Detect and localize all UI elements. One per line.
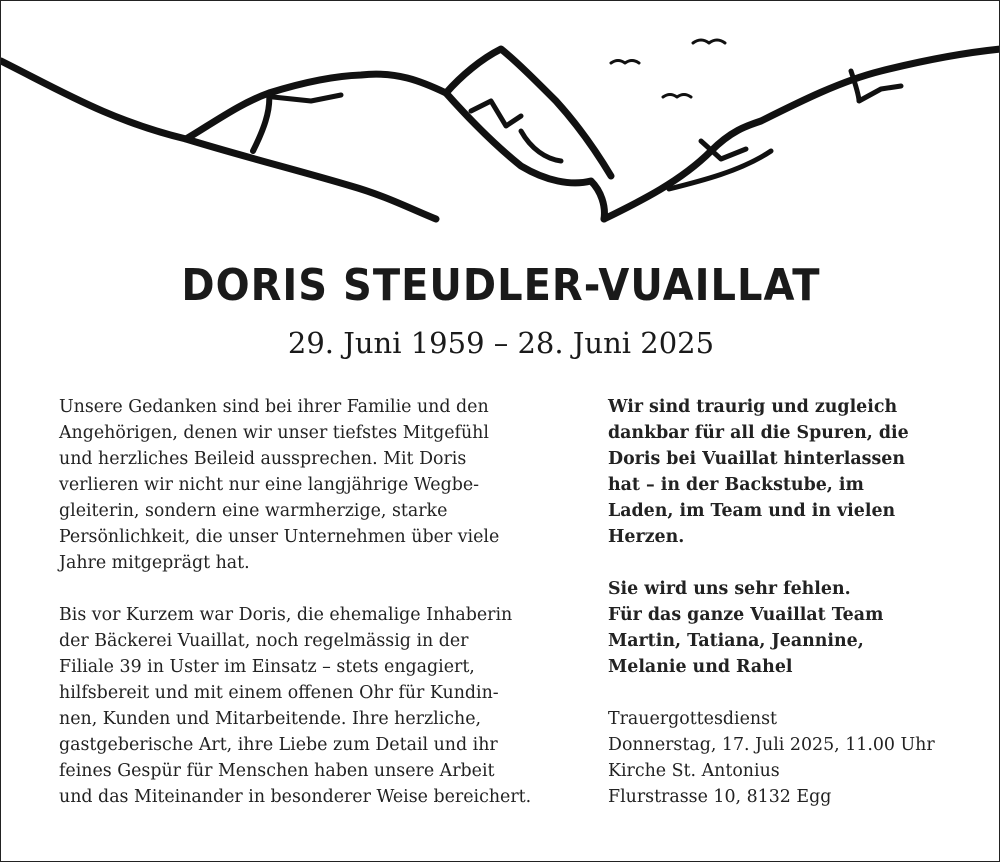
text-line: Wir sind traurig und zugleich xyxy=(608,397,898,417)
text-line: Sie wird uns sehr fehlen. xyxy=(608,579,851,599)
deceased-name: DORIS STEUDLER-VUAILLAT xyxy=(181,261,821,311)
text-line: Filiale 39 in Uster im Einsatz – stets engagiert, xyxy=(59,657,475,677)
text-line: Bis vor Kurzem war Doris, die ehemalige Inhaberin xyxy=(59,605,513,625)
paragraph xyxy=(59,602,579,810)
signature-block xyxy=(608,576,968,680)
text-line: gastgeberische Art, ihre Liebe zum Detail und ihr xyxy=(59,735,498,755)
text-line: Unsere Gedanken sind bei ihrer Familie und den xyxy=(59,397,489,417)
text-line: und herzliches Beileid aussprechen. Mit Doris xyxy=(59,449,467,469)
text-line: Kirche St. Antonius xyxy=(608,761,780,781)
text-line: dankbar für all die Spuren, die xyxy=(608,423,909,443)
text-line: Flurstrasse 10, 8132 Egg xyxy=(608,787,832,807)
life-dates: 29. Juni 1959 – 28. Juni 2025 xyxy=(287,326,715,360)
paragraph xyxy=(608,394,968,550)
mountain-illustration xyxy=(1,31,1000,231)
text-line: Martin, Tatiana, Jeannine, xyxy=(608,631,864,651)
text-line: Laden, im Team und in vielen xyxy=(608,501,896,521)
text-line: Angehörigen, denen wir unser tiefstes Mitgefühl xyxy=(59,423,489,443)
text-line: Trauergottesdienst xyxy=(608,709,777,729)
funeral-service-info xyxy=(608,706,968,810)
text-line: verlieren wir nicht nur eine langjährige Wegbe- xyxy=(59,475,480,495)
text-line: Melanie und Rahel xyxy=(608,657,793,677)
text-line: gleiterin, sondern eine warmherzige, starke xyxy=(59,501,448,521)
text-line: nen, Kunden und Mitarbeitende. Ihre herzliche, xyxy=(59,709,482,729)
text-line: Herzen. xyxy=(608,527,685,547)
text-line: hilfsbereit und mit einem offenen Ohr für Kundin- xyxy=(59,683,499,703)
text-line: Persönlichkeit, die unser Unternehmen über viele xyxy=(59,527,500,547)
text-line: Doris bei Vuaillat hinterlassen xyxy=(608,449,905,469)
text-line: Für das ganze Vuaillat Team xyxy=(608,605,884,625)
text-line: hat – in der Backstube, im xyxy=(608,475,864,495)
paragraph xyxy=(59,394,579,576)
text-line: und das Miteinander in besonderer Weise bereichert. xyxy=(59,787,532,807)
text-line: feines Gespür für Menschen haben unsere Arbeit xyxy=(59,761,495,781)
farewell-text xyxy=(608,394,968,836)
text-line: Jahre mitgeprägt hat. xyxy=(59,553,250,573)
text-line: der Bäckerei Vuaillat, noch regelmässig in der xyxy=(59,631,469,651)
condolence-text xyxy=(59,394,579,836)
text-line: Donnerstag, 17. Juli 2025, 11.00 Uhr xyxy=(608,735,935,755)
